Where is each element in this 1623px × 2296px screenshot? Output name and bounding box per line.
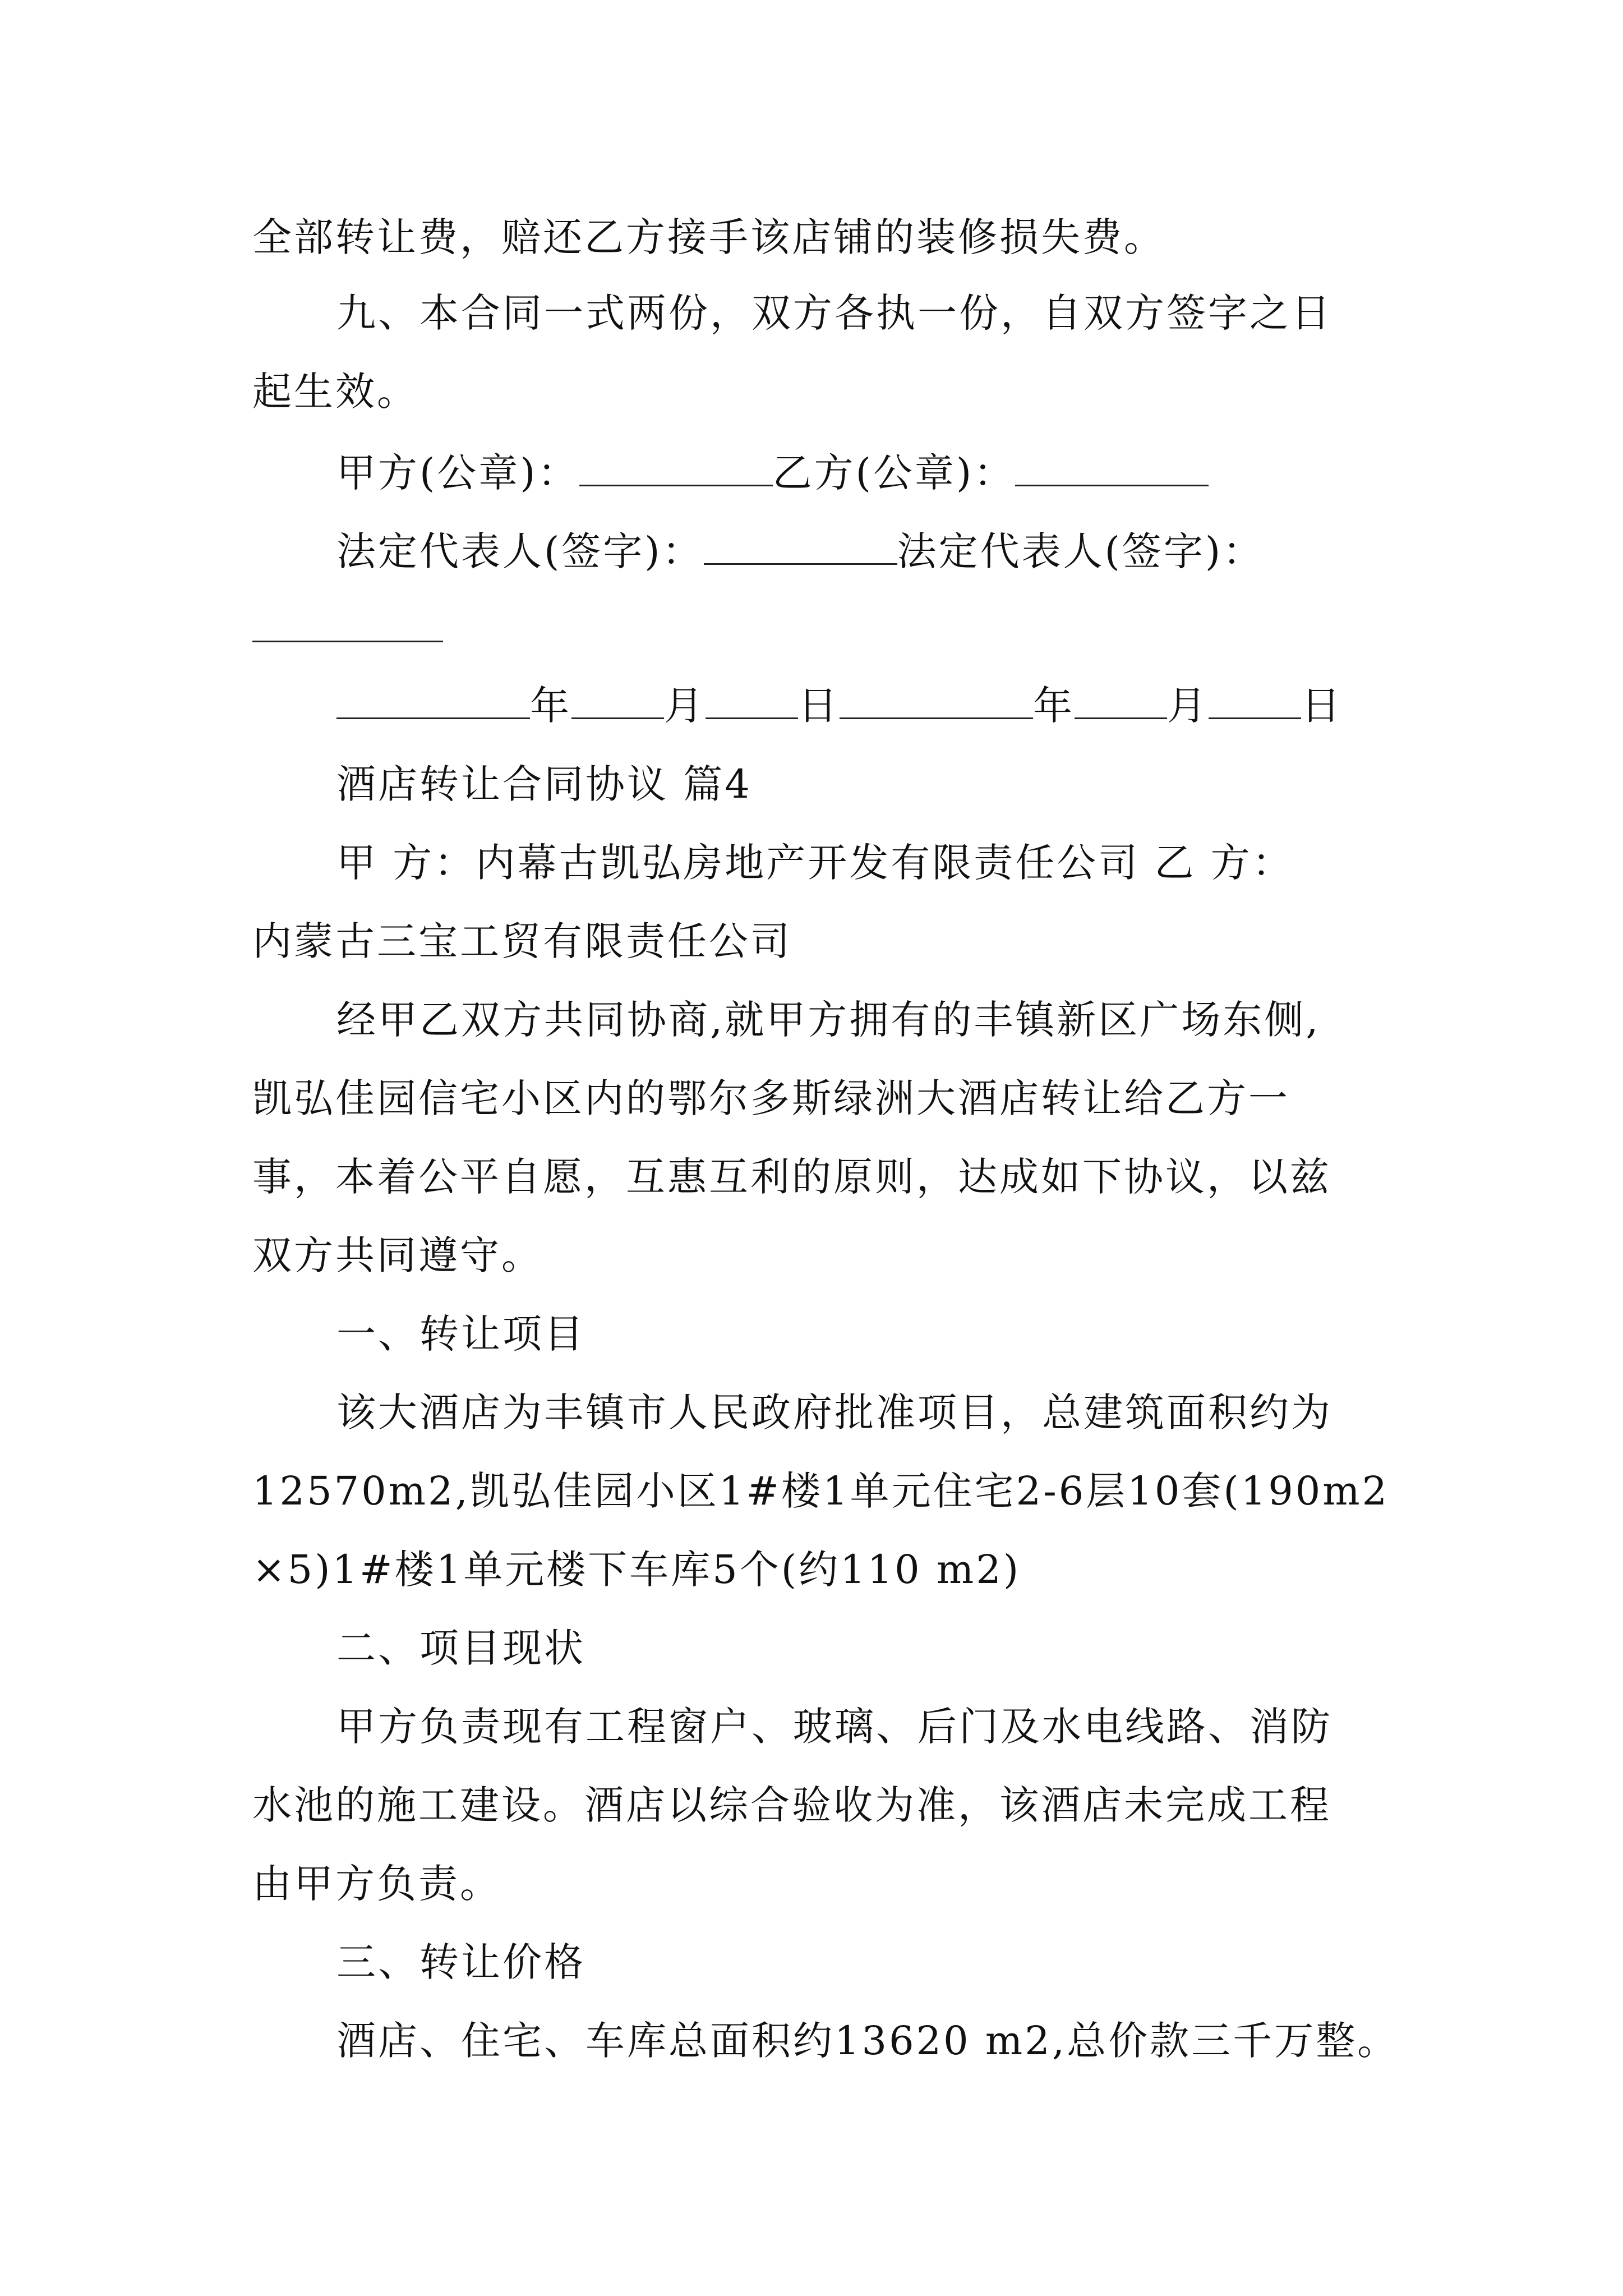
date-line — [336, 679, 1343, 733]
month-label: 月 — [1167, 683, 1209, 729]
paragraph-line: ×5)1#楼1单元楼下车库5个(约110 m2) — [252, 1547, 1021, 1593]
paragraph-line: 12570m2,凯弘佳园小区1#楼1单元住宅2-6层10套(190m2 — [252, 1468, 1390, 1514]
party-b-seal-label: 乙方(公章)： — [772, 450, 1016, 496]
paragraph-line: 起生效。 — [252, 369, 418, 415]
year-blank — [336, 683, 530, 719]
paragraph-line: 全部转让费，赔还乙方接手该店铺的装修损失费。 — [252, 214, 1165, 260]
paragraph-line: 九、本合同一式两份，双方各执一份，自双方签字之日 — [336, 290, 1332, 336]
paragraph-line: 甲方负责现有工程窗户、玻璃、后门及水电线路、消防 — [336, 1704, 1332, 1750]
party-a-rep-blank — [704, 528, 897, 565]
party-b-rep-blank — [252, 641, 443, 642]
year-label: 年 — [1033, 683, 1075, 729]
party-a-rep-label: 法定代表人(签字)： — [336, 528, 704, 574]
section-heading: 三、转让价格 — [336, 1939, 585, 1985]
day-label: 日 — [798, 683, 840, 729]
paragraph-line: 酒店、住宅、车库总面积约13620 m2,总价款三千万整。 — [336, 2018, 1399, 2064]
section-heading: 一、转让项目 — [336, 1311, 585, 1357]
paragraph-line: 甲 方：内幕古凯弘房地产开发有限责任公司 乙 方： — [336, 840, 1294, 886]
paragraph-line: 经甲乙双方共同协商,就甲方拥有的丰镇新区广场东侧, — [336, 997, 1321, 1043]
year-blank — [840, 683, 1033, 719]
representative-signature-line — [336, 524, 1264, 578]
year-label: 年 — [530, 683, 571, 729]
party-a-seal-blank — [579, 450, 773, 486]
party-b-rep-label: 法定代表人(签字)： — [897, 528, 1265, 574]
paragraph-line: 凯弘佳园信宅小区内的鄂尔多斯绿洲大酒店转让给乙方一 — [252, 1075, 1290, 1121]
paragraph-line: 事，本着公平自愿，互惠互利的原则，达成如下协议，以兹 — [252, 1154, 1331, 1200]
paragraph-line: 内蒙古三宝工贸有限责任公司 — [252, 918, 792, 964]
paragraph-line: 水池的施工建设。酒店以综合验收为准，该酒店未完成工程 — [252, 1782, 1331, 1828]
seal-signature-line — [336, 446, 1209, 500]
section-heading: 酒店转让合同协议 篇4 — [336, 761, 752, 807]
day-label: 日 — [1301, 683, 1343, 729]
month-label: 月 — [664, 683, 706, 729]
month-blank — [571, 683, 664, 719]
party-a-seal-label: 甲方(公章)： — [336, 450, 579, 496]
section-heading: 二、项目现状 — [336, 1625, 585, 1671]
day-blank — [706, 683, 798, 719]
paragraph-line: 由甲方负责。 — [252, 1861, 501, 1907]
month-blank — [1075, 683, 1167, 719]
day-blank — [1209, 683, 1301, 719]
paragraph-line: 双方共同遵守。 — [252, 1232, 543, 1278]
party-b-seal-blank — [1015, 450, 1209, 486]
paragraph-line: 该大酒店为丰镇市人民政府批准项目，总建筑面积约为 — [336, 1389, 1332, 1435]
